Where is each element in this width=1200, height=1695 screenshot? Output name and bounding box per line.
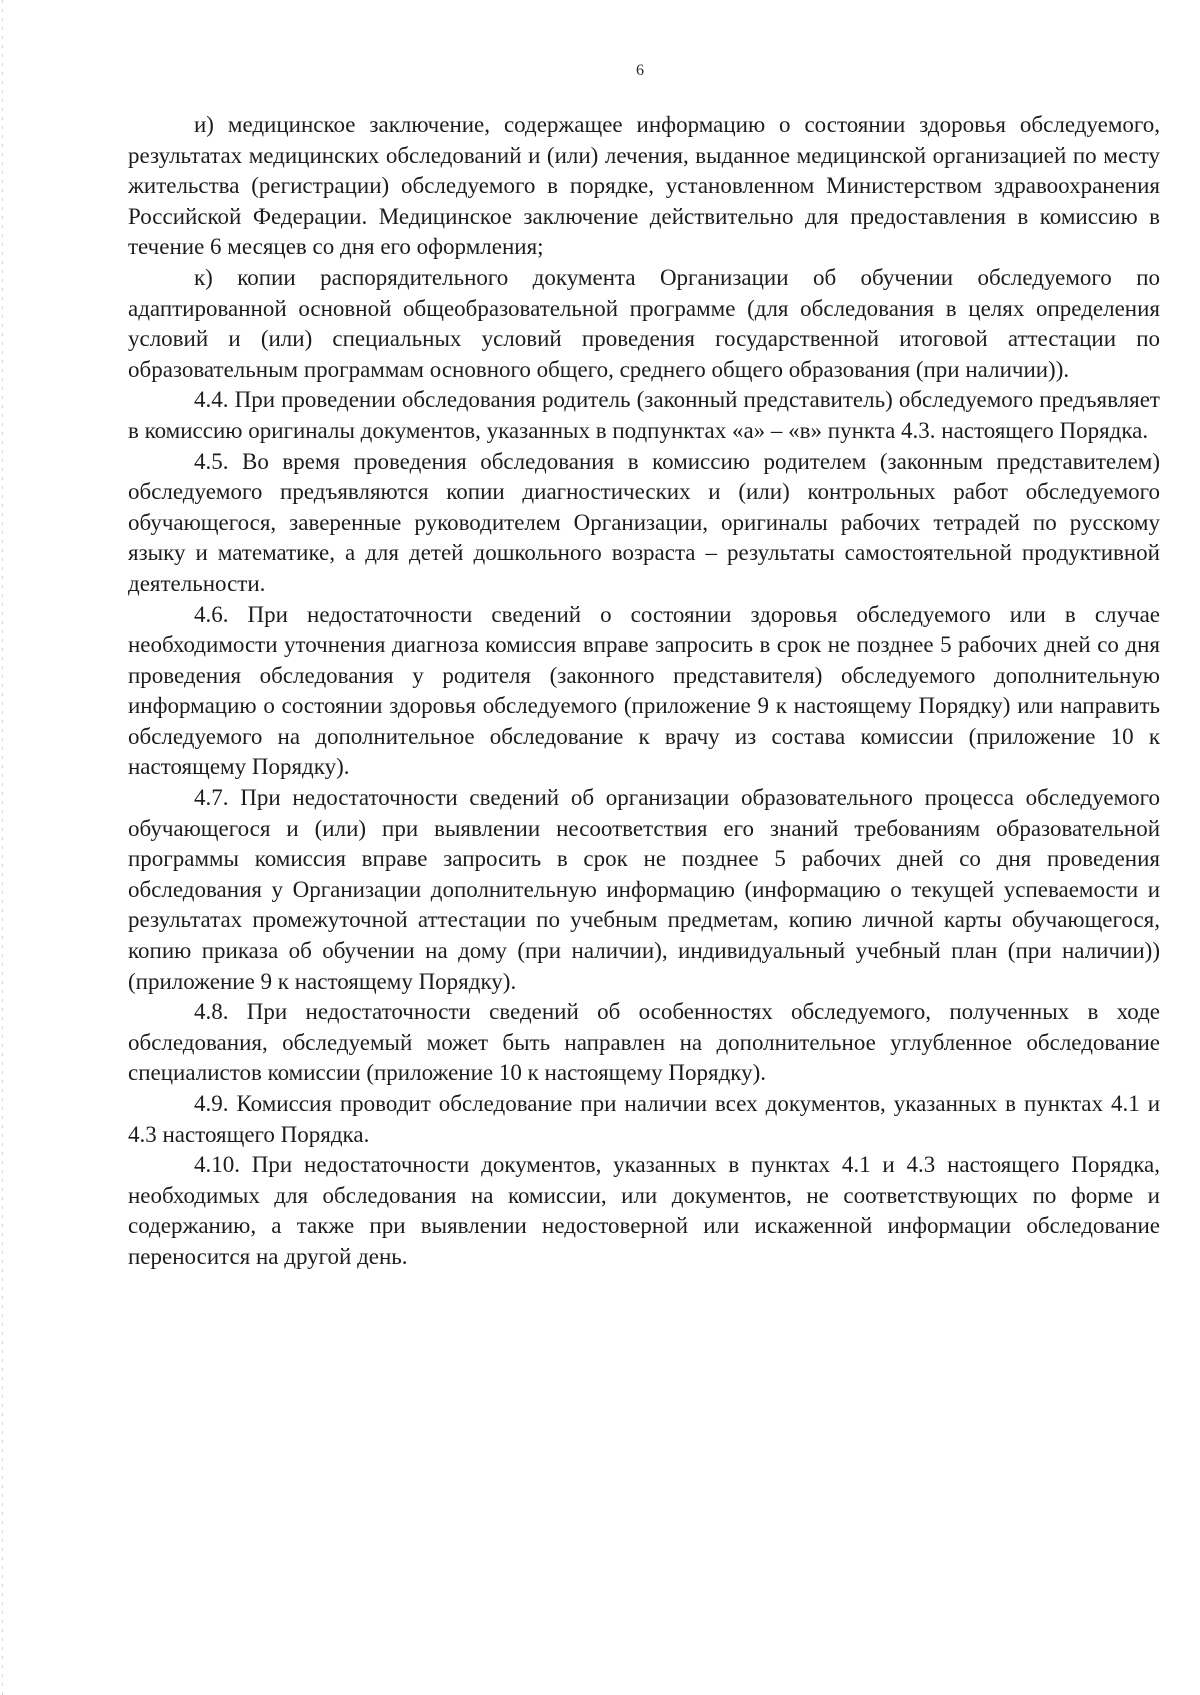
paragraph-clause-4-10: 4.10. При недостаточности документов, указанных в пунктах 4.1 и 4.3 настоящего Порядка, необходимых для обследования на комиссии, или документов, не соответствующих по форме и содержанию, а также при выявлении недостоверной или искаженной информации обследование переносится на другой день. [128, 1152, 1160, 1269]
paragraph-clause-4-5: 4.5. Во время проведения обследования в комиссию родителем (законным представителем) обследуемого предъявляются копии диагностических и (или) контрольных работ обследуемого обучающегося, заверенные руководителем Организации, оригиналы рабочих тетрадей по русскому языку и математике, а для детей дошкольного возраста – результаты самостоятельной продуктивной деятельности. [128, 448, 1160, 596]
page-number: 6 [636, 62, 644, 79]
scan-edge-marks [2, 0, 3, 1695]
paragraph-clause-4-9: 4.9. Комиссия проводит обследование при наличии всех документов, указанных в пунктах 4.1 и 4.3 настоящего Порядка. [128, 1091, 1160, 1147]
document-body [128, 110, 1160, 1273]
paragraph-clause-4-7: 4.7. При недостаточности сведений об организации образовательного процесса обследуемого обучающегося и (или) при выявлении несоответствия его знаний требованиям образовательной программы комиссия вправе запросить в срок не позднее 5 рабочих дней со дня проведения обследования у Организации дополнительную информацию (информацию о текущей успеваемости и результатах промежуточной аттестации по учебным предметам, копию личной карты обучающегося, копию приказа об обучении на дому (при наличии), индивидуальный учебный план (при наличии)) (приложение 9 к настоящему Порядку). [128, 785, 1160, 994]
paragraph-clause-4-8: 4.8. При недостаточности сведений об особенностях обследуемого, полученных в ходе обследования, обследуемый может быть направлен на дополнительное углубленное обследование специалистов комиссии (приложение 10 к настоящему Порядку). [128, 999, 1160, 1086]
paragraph-clause-4-4: 4.4. При проведении обследования родитель (законный представитель) обследуемого предъявляет в комиссию оригиналы документов, указанных в подпунктах «а» – «в» пункта 4.3. настоящего Порядка. [128, 387, 1160, 443]
paragraph-item-k: к) копии распорядительного документа Организации об обучении обследуемого по адаптированной основной общеобразовательной программе (для обследования в целях определения условий и (или) специальных условий проведения государственной итоговой аттестации по образовательным программам основного общего, среднего общего образования (при наличии)). [128, 264, 1160, 382]
paragraph-clause-4-6: 4.6. При недостаточности сведений о состоянии здоровья обследуемого или в случае необходимости уточнения диагноза комиссия вправе запросить в срок не позднее 5 рабочих дней со дня проведения обследования у родителя (законного представителя) обследуемого дополнительную информацию о состоянии здоровья обследуемого (приложение 9 к настоящему Порядку) или направить обследуемого на дополнительное обследование к врачу из состава комиссии (приложение 10 к настоящему Порядку). [128, 601, 1160, 780]
paragraph-item-i: и) медицинское заключение, содержащее информацию о состоянии здоровья обследуемого, результатах медицинских обследований и (или) лечения, выданное медицинской организацией по месту жительства (регистрации) обследуемого в порядке, установленном Министерством здравоохранения Российской Федерации. Медицинское заключение действительно для предоставления в комиссию в течение 6 месяцев со дня его оформления; [128, 112, 1160, 260]
